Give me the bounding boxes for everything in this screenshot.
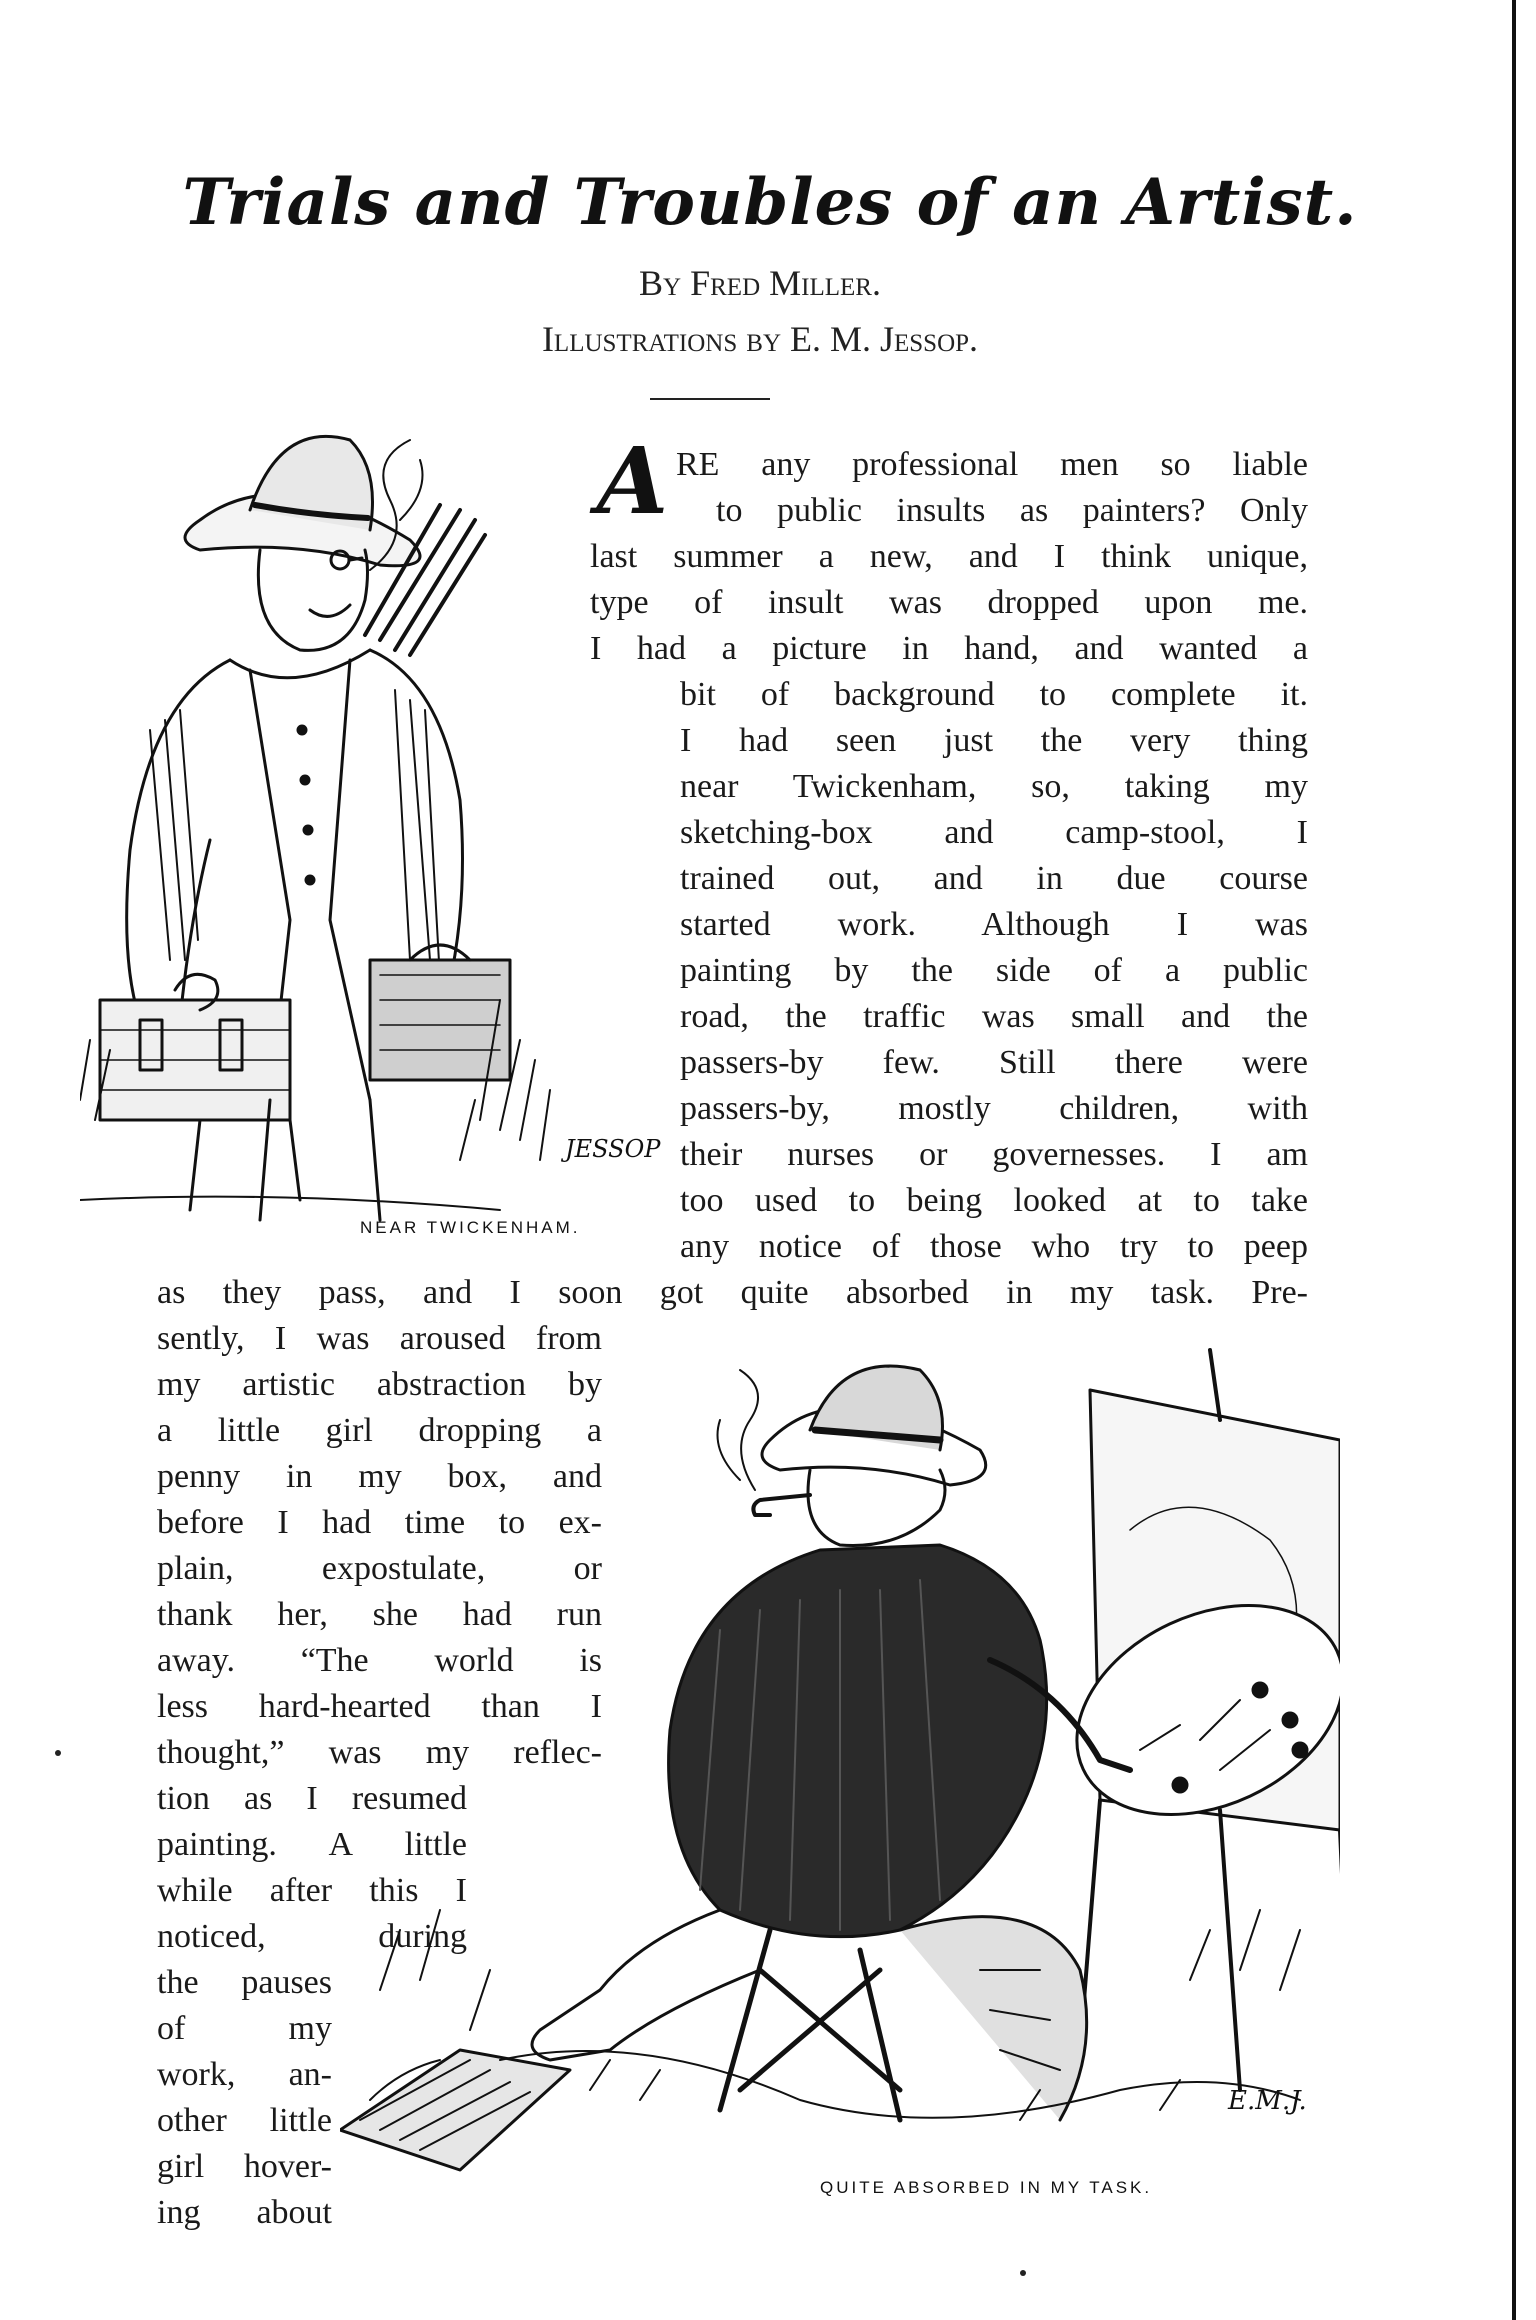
- text-line: thought,” was my reflec-: [157, 1734, 602, 1771]
- text-line: as they pass, and I soon got quite absorbed in my task. Pre-: [157, 1274, 1308, 1311]
- text-line: before I had time to ex-: [157, 1504, 602, 1541]
- print-speck: [55, 1750, 61, 1756]
- text-line: sently, I was aroused from: [157, 1320, 602, 1357]
- text-line: away. “The world is: [157, 1642, 602, 1679]
- text-line: near Twickenham, so, taking my: [680, 768, 1308, 805]
- print-speck: [1020, 2270, 1026, 2276]
- text-line: sketching-box and camp-stool, I: [680, 814, 1308, 851]
- byline-illustrator: Illustrations by E. M. Jessop.: [541, 319, 979, 359]
- text-line: their nurses or governesses. I am: [680, 1136, 1308, 1173]
- text-line: trained out, and in due course: [680, 860, 1308, 897]
- article-title: Trials and Troubles of an Artist.: [182, 165, 1358, 240]
- illustration-near-twickenham: [80, 400, 660, 1260]
- text-line: I had seen just the very thing: [680, 722, 1308, 759]
- drop-cap: A: [596, 427, 669, 535]
- text-line: ing about: [157, 2194, 332, 2231]
- text-line: painting by the side of a public: [680, 952, 1308, 989]
- text-line: thank her, she had run: [157, 1596, 602, 1633]
- caption-near-twickenham: NEAR TWICKENHAM.: [360, 1218, 581, 1237]
- text-line: RE any professional men so liable: [676, 446, 1308, 483]
- caption-absorbed-in-task: QUITE ABSORBED IN MY TASK.: [820, 2178, 1153, 2197]
- text-line: plain, expostulate, or: [157, 1550, 602, 1587]
- text-line: a little girl dropping a: [157, 1412, 602, 1449]
- page-edge-rule: [1512, 0, 1516, 2320]
- text-line: my artistic abstraction by: [157, 1366, 602, 1403]
- text-line: tion as I resumed: [157, 1780, 467, 1817]
- text-line: while after this I: [157, 1872, 467, 1909]
- text-line: started work. Although I was: [680, 906, 1308, 943]
- text-line: type of insult was dropped upon me.: [590, 584, 1308, 621]
- text-line: painting. A little: [157, 1826, 467, 1863]
- text-line: work, an-: [157, 2056, 332, 2093]
- signature-jessop: JESSOP: [565, 1135, 661, 1163]
- text-line: passers-by few. Still there were: [680, 1044, 1308, 1081]
- text-line: girl hover-: [157, 2148, 332, 2185]
- title-divider: [650, 398, 770, 400]
- text-line: any notice of those who try to peep: [680, 1228, 1308, 1265]
- text-line: less hard-hearted than I: [157, 1688, 602, 1725]
- text-line: penny in my box, and: [157, 1458, 602, 1495]
- text-line: bit of background to complete it.: [680, 676, 1308, 713]
- byline-author: By Fred Miller.: [639, 263, 881, 303]
- text-line: passers-by, mostly children, with: [680, 1090, 1308, 1127]
- text-line: road, the traffic was small and the: [680, 998, 1308, 1035]
- text-line: to public insults as painters? Only: [716, 492, 1308, 529]
- text-line: the pauses: [157, 1964, 332, 2001]
- illustration-absorbed-in-task: [340, 1330, 1340, 2230]
- text-line: of my: [157, 2010, 332, 2047]
- text-line: noticed, during: [157, 1918, 467, 1955]
- signature-emj: E.M.J.: [1228, 2086, 1307, 2116]
- text-line: other little: [157, 2102, 332, 2139]
- text-line: too used to being looked at to take: [680, 1182, 1308, 1219]
- text-line: last summer a new, and I think unique,: [590, 538, 1308, 575]
- text-line: I had a picture in hand, and wanted a: [590, 630, 1308, 667]
